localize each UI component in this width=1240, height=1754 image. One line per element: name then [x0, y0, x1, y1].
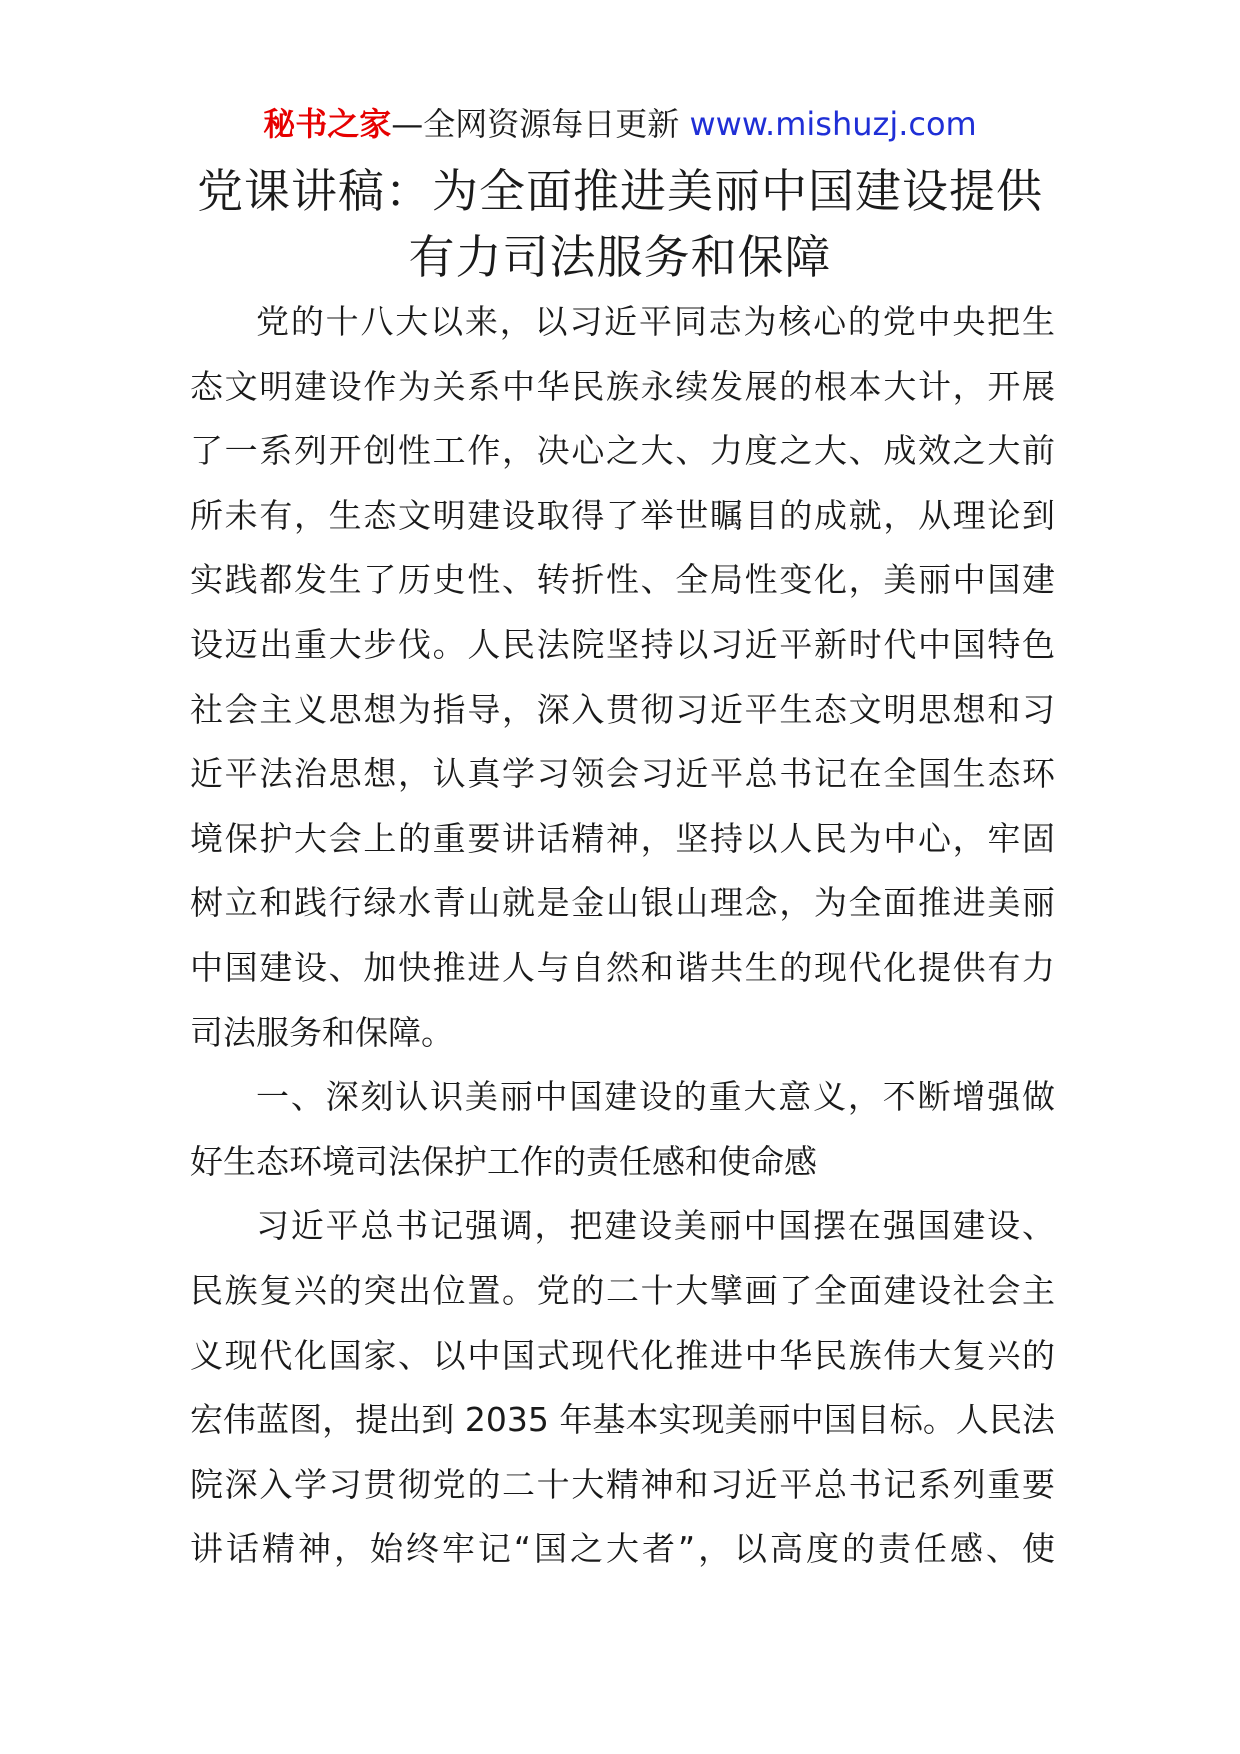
document-title [150, 158, 1090, 290]
paragraph-line: 态文明建设作为关系中华民族永续发展的根本大计，开展 [190, 366, 1055, 406]
paragraph-line: 讲话精神，始终牢记“国之大者”，以高度的责任感、使 [190, 1529, 1055, 1569]
section-heading-line: 好生态环境司法保护工作的责任感和使命感 [190, 1141, 817, 1181]
paragraph-line: 设迈出重大步伐。人民法院坚持以习近平新时代中国特色 [190, 624, 1055, 664]
document-body [190, 290, 1055, 1582]
site-tagline: —全网资源每日更新 [391, 105, 680, 143]
site-url-link[interactable]: www.mishuzj.com [689, 105, 977, 143]
paragraph-line: 社会主义思想为指导，深入贯彻习近平生态文明思想和习 [190, 689, 1055, 729]
paragraph-line: 中国建设、加快推进人与自然和谐共生的现代化提供有力 [190, 947, 1055, 987]
paragraph-line: 党的十八大以来，以习近平同志为核心的党中央把生 [256, 302, 1055, 341]
site-name: 秘书之家 [263, 105, 392, 143]
site-banner [0, 100, 1240, 148]
paragraph-line: 近平法治思想，认真学习领会习近平总书记在全国生态环 [190, 754, 1055, 794]
paragraph-line: 实践都发生了历史性、转折性、全局性变化，美丽中国建 [190, 560, 1055, 600]
paragraph-line: 义现代化国家、以中国式现代化推进中华民族伟大复兴的 [190, 1335, 1055, 1375]
section-heading-line: 一、深刻认识美丽中国建设的重大意义，不断增强做 [256, 1077, 1055, 1117]
paragraph-line: 司法服务和保障。 [190, 1012, 454, 1052]
paragraph-line: 了一系列开创性工作，决心之大、力度之大、成效之大前 [190, 431, 1055, 471]
paragraph-line: 树立和践行绿水青山就是金山银山理念，为全面推进美丽 [190, 883, 1055, 923]
paragraph-line: 习近平总书记强调，把建设美丽中国摆在强国建设、 [256, 1206, 1055, 1246]
paragraph-line: 境保护大会上的重要讲话精神，坚持以人民为中心，牢固 [190, 818, 1055, 858]
document-title-line-2: 有力司法服务和保障 [408, 230, 832, 284]
paragraph-line: 所未有，生态文明建设取得了举世瞩目的成就，从理论到 [190, 495, 1055, 535]
document-title-line-1: 党课讲稿：为全面推进美丽中国建设提供 [197, 164, 1043, 218]
paragraph-line: 宏伟蓝图，提出到 2035 年基本实现美丽中国目标。人民法 [190, 1400, 1055, 1440]
paragraph-line: 院深入学习贯彻党的二十大精神和习近平总书记系列重要 [190, 1464, 1055, 1504]
paragraph-line: 民族复兴的突出位置。党的二十大擘画了全面建设社会主 [190, 1270, 1055, 1310]
